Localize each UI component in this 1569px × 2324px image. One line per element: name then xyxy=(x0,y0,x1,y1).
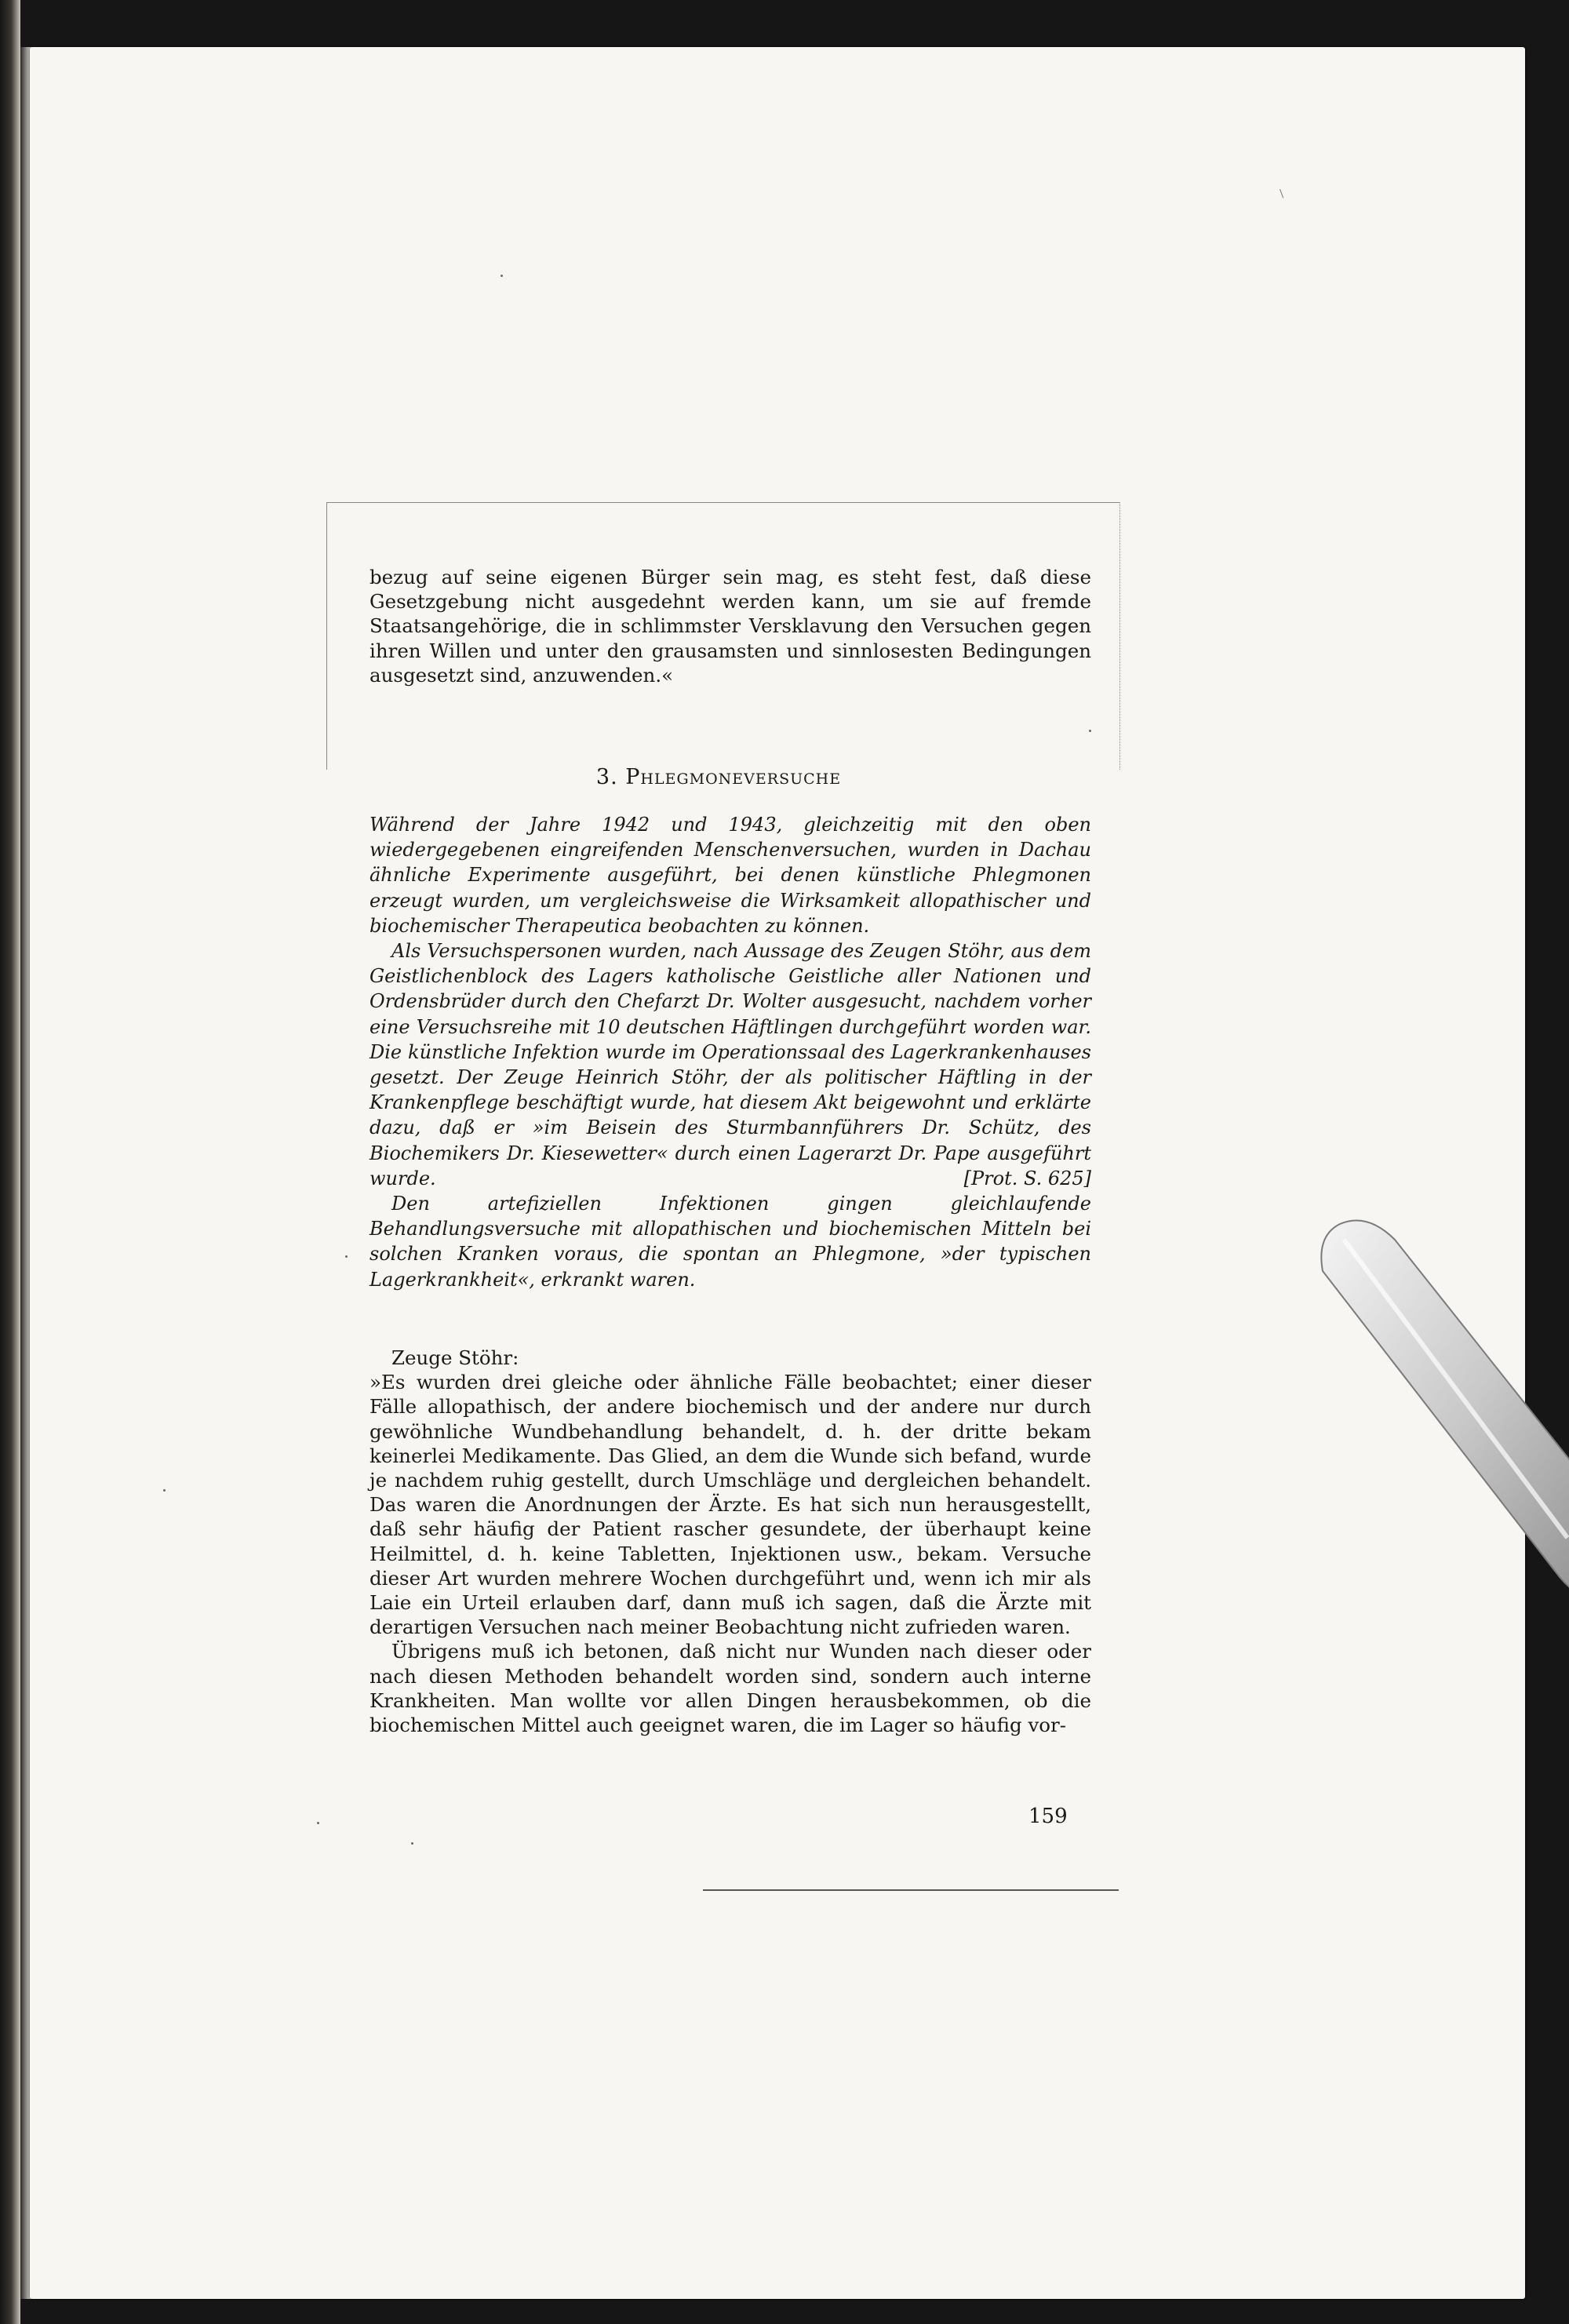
page-weight-tool xyxy=(1309,1208,1569,1616)
protocol-reference: [Prot. S. 625] xyxy=(963,1167,1091,1189)
paper-sheet xyxy=(30,47,1525,2299)
section-number: 3. xyxy=(595,765,618,789)
section-heading xyxy=(483,765,954,789)
testimony-paragraph-1: »Es wurden drei gleiche oder ähnliche Fälle beobachtet; einer dieser Fälle allopathisch, der andere biochemisch und der andere nur durch gewöhnliche Wundbehandlung behandelt, d. h. der dritte bekam keinerlei Medikamente. Das Glied, an dem die Wunde sich befand, wurde je nachdem ruhig gestellt, durch Umschläge und dergleichen behandelt. Das waren die Anordnungen der Ärzte. Es hat sich nun herausgestellt, daß sehr häufig der Patient rascher gesundete, der überhaupt keine Heilmittel, d. h. keine Tabletten, Injektionen usw., bekam. Versuche dieser Art wurden mehrere Wochen durchgeführt und, wenn ich mir als Laie ein Urteil erlauben darf, dann muß ich sagen, daß die Ärzte mit derartigen Versuchen nach meiner Beobachtung nicht zufrieden waren. xyxy=(369,1371,1091,1639)
page-number: 159 xyxy=(1028,1805,1068,1828)
italic-paragraph-1: Während der Jahre 1942 und 1943, gleichzeitig mit den oben wiedergegebenen eingreifenden Menschenversuchen, wurden in Dachau ähnliche Experimente ausgeführt, bei denen künstliche Phlegmonen erzeugt wurden, um vergleichsweise die Wirksamkeit allopathischer und biochemischer Therapeutica beobachten zu können. xyxy=(369,814,1091,937)
italic-paragraph-2 xyxy=(369,938,1091,1191)
section-title: Phlegmoneversuche xyxy=(625,765,842,789)
intro-paragraph xyxy=(369,565,1091,687)
testimony-block xyxy=(369,1346,1091,1737)
pasted-text-block xyxy=(326,502,1120,1891)
testimony-paragraph-2: Übrigens muß ich betonen, daß nicht nur Wunden nach dieser oder nach diesen Methoden behandelt worden sind, sondern auch interne Krankheiten. Man wollte vor allen Dingen herausbekommen, ob die biochemischen Mittel auch geeignet waren, die im Lager so häufig vor- xyxy=(369,1640,1091,1737)
speaker-label: Zeuge Stöhr: xyxy=(391,1346,519,1369)
italic-paragraph-3: Den artefiziellen Infektionen gingen gleichlaufende Behandlungsversuche mit allopathischen und biochemischen Mitteln bei solchen Kranken voraus, die spontan an Phlegmone, »der typischen Lagerkrankheit«, erkrankt waren. xyxy=(369,1193,1091,1291)
intro-text: bezug auf seine eigenen Bürger sein mag, es steht fest, daß diese Gesetzgebung nicht ausgedehnt werden kann, um sie auf fremde Staatsangehörige, die in schlimmster Versklavung den Versuchen gegen ihren Willen und unter den grausamsten und sinnlosesten Bedingungen ausgesetzt sind, anzuwenden.« xyxy=(369,566,1091,687)
book-spine-edge xyxy=(0,0,20,2324)
crop-mark xyxy=(1280,188,1287,199)
italic-summary xyxy=(369,812,1091,1292)
italic-paragraph-2-text: Als Versuchspersonen wurden, nach Aussage des Zeugen Stöhr, aus dem Geistlichenblock des Lagers katholische Geistliche aller Nationen und Ordensbrüder durch den Chefarzt Dr. Wolter ausgesucht, nachdem vorher eine Versuchsreihe mit 10 deutschen Häftlingen durchgeführt worden war. Die künstliche Infektion wurde im Operationssaal des Lagerkrankenhauses gesetzt. Der Zeuge Heinrich Stöhr, der als politischer Häftling in der Krankenpflege beschäftigt wurde, hat diesem Akt beigewohnt und erklärte dazu, daß er »im Beisein des Sturmbannführers Dr. Schütz, des Biochemikers Dr. Kiesewetter« durch einen Lagerarzt Dr. Pape ausgeführt wurde. xyxy=(369,940,1091,1189)
bottom-rule xyxy=(703,1889,1119,1891)
